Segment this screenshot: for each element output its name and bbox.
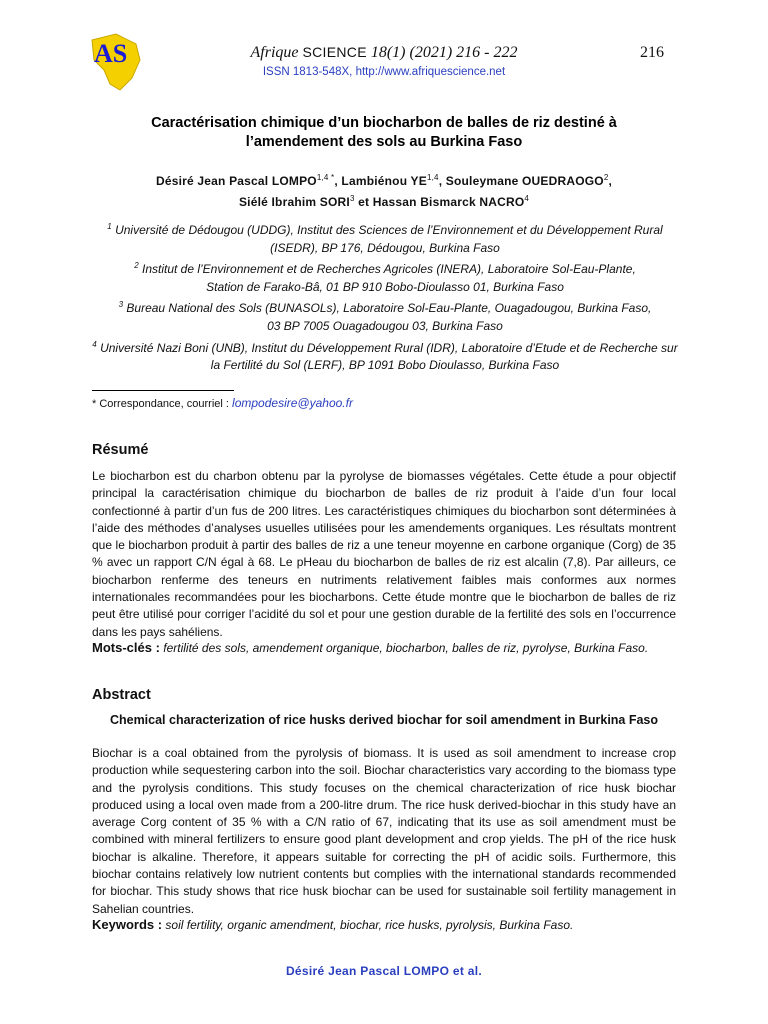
logo-letter-a: AS [94,39,128,68]
affiliation-item [92,357,678,375]
keywords-label: Keywords : [92,917,163,932]
resume-keywords [92,640,676,655]
footnote-divider [92,390,234,391]
journal-logo [86,30,142,92]
journal-citation [150,44,618,62]
author-name: Désiré Jean Pascal LOMPO [155,174,317,188]
title-line-2: l’amendement des sols au Burkina Faso [245,134,523,150]
author-affil: 2 [603,173,609,182]
author-separator: , [334,174,338,188]
keywords-value: fertilité des sols, amendement organique, biocharbon, balles de riz, pyrolyse, Burkina Faso. [163,641,649,655]
affiliation-number: 1 [107,222,112,231]
running-footer: Désiré Jean Pascal LOMPO et al. [285,964,483,978]
keywords-label: Mots-clés : [92,640,160,655]
issn-line [150,66,618,78]
affiliation-line: (ISEDR), BP 176, Dédougou, Burkina Faso [270,240,500,255]
author-name: Lambiénou YE [341,174,427,188]
author-affil: 3 [349,194,355,203]
affiliation-item [92,296,678,318]
affiliation-item [92,279,678,297]
resume-text: Le biocharbon est du charbon obtenu par la pyrolyse de biomasses végétales. Cette étude a pour objectif principal la caractérisation chimique du biocharbon de balles de riz produit à l’aide d’un four local confectionné à partir d’un fus de 200 litres. Les caractéristiques chimiques du biocharbon sont déterminées à l’aide des méthodes d’analyses usuelles utilisées pour les amendements organiques. Les résultats montrent que le biocharbon produit à partir des balles de riz a une teneur moyenne en carbone organique (Corg) de 35 % avec un rapport C/N égal à 68. Le pHeau du biocharbon de balles de riz est alcalin (7,8). Par ailleurs, ce biocharbon renferme des teneurs en nutriments relativement faibles mais conformes aux normes internationales recommandées pour les biocharbons. Cette étude montre que le biocharbon de balles de riz peut être utilisé pour corriger l’acidité du sol et pour une gestion durable de la fertilité des sols en l’occurrence dans les pays sahéliens. [92,469,676,639]
abstract-heading: Abstract [92,687,151,703]
affiliation-item [92,240,678,258]
author-separator: , [608,174,613,188]
correspondence-label: * Correspondance, courriel [92,398,223,410]
affiliation-number: 3 [118,300,124,310]
affiliations [92,218,678,375]
affiliation-line: 03 BP 7005 Ouagadougou 03, Burkina Faso [267,318,503,333]
author-affil: 4 [524,194,530,203]
correspondence-note [92,396,353,410]
journal-url[interactable]: http://www.afriquescience.net [355,66,506,78]
author-name: Hassan Bismarck NACRO [372,195,525,209]
correspondence-email[interactable]: lompodesire@yahoo.fr [232,396,353,410]
correspondence-sep: : [225,398,229,410]
author-affil: 1,4 * [316,173,335,182]
journal-issue: 18(1) (2021) 216 - 222 [370,44,518,61]
affiliation-item [92,218,678,240]
page-number: 216 [640,44,664,61]
affiliation-item [92,257,678,279]
abstract-text: Biochar is a coal obtained from the pyrolysis of biomass. It is used as soil amendment to increase crop production while sequestering carbon into the soil. Biochar characteristics vary according to the biomass type and the pyrolysis conditions. This study focuses on the chemical characterization of rice husk biochar produced using a local oven made from a 200-litre drum. The rice husk derived-biochar in this study have an average Corg content of 35 % with a C/N ratio of 67, indicating that its use as soil amendment must be combined with mineral fertilizers to ensure good plant development and crop yields. The pH of the rice husk biochar is alkaline. Therefore, it appears suitable for correcting the pH of acidic soils. Furthermore, this biochar contains relatively low nutrient contents but complies with the international standards recommended for biochar. This study shows that rice husk biochar can be used for sustainable soil fertility management in Sahelian countries. [92,746,676,916]
resume-heading: Résumé [92,442,149,458]
author-list [90,169,678,211]
journal-name: Afrique [250,44,299,61]
affiliation-number: 4 [92,339,97,349]
keywords-value: soil fertility, organic amendment, biochar, rice husks, pyrolysis, Burkina Faso. [165,918,574,932]
issn: ISSN 1813-548X, [262,66,353,78]
author-affil: 1,4 [426,173,439,182]
journal-science: SCIENCE [302,44,367,60]
affiliation-line: la Fertilité du Sol (LERF), BP 1091 Bobo Dioulasso, Burkina Faso [210,358,560,373]
affiliation-line: Bureau National des Sols (BUNASOLs), Laboratoire Sol-Eau-Plante, Ouagadougou, Burkina Faso, [126,301,652,316]
abstract-keywords [92,917,676,932]
affiliation-line: Université de Dédougou (UDDG), Institut des Sciences de l’Environnement et du Développement Rural [115,223,663,237]
paper-title [100,114,668,152]
abstract-subtitle: Chemical characterization of rice husks derived biochar for soil amendment in Burkina Faso [109,713,659,727]
affiliation-number: 2 [134,261,139,271]
affiliation-line: Station de Farako-Bâ, 01 BP 910 Bobo-Dioulasso 01, Burkina Faso [206,279,564,294]
author-name: Siélé Ibrahim SORI [238,195,350,209]
author-conjunction: et [358,195,370,209]
author-separator: , [438,174,443,188]
affiliation-line: Institut de l’Environnement et de Recherches Agricoles (INERA), Laboratoire Sol-Eau-Plante, [141,262,636,277]
affiliation-item [92,318,678,336]
affiliation-line: Université Nazi Boni (UNB), Institut du Développement Rural (IDR), Laboratoire d’Etude et de Recherche sur [100,340,678,355]
author-name: Souleymane OUEDRAOGO [445,174,604,188]
affiliation-item [92,336,678,358]
title-line-1: Caractérisation chimique d’un biocharbon de balles de riz destiné à [151,115,617,131]
